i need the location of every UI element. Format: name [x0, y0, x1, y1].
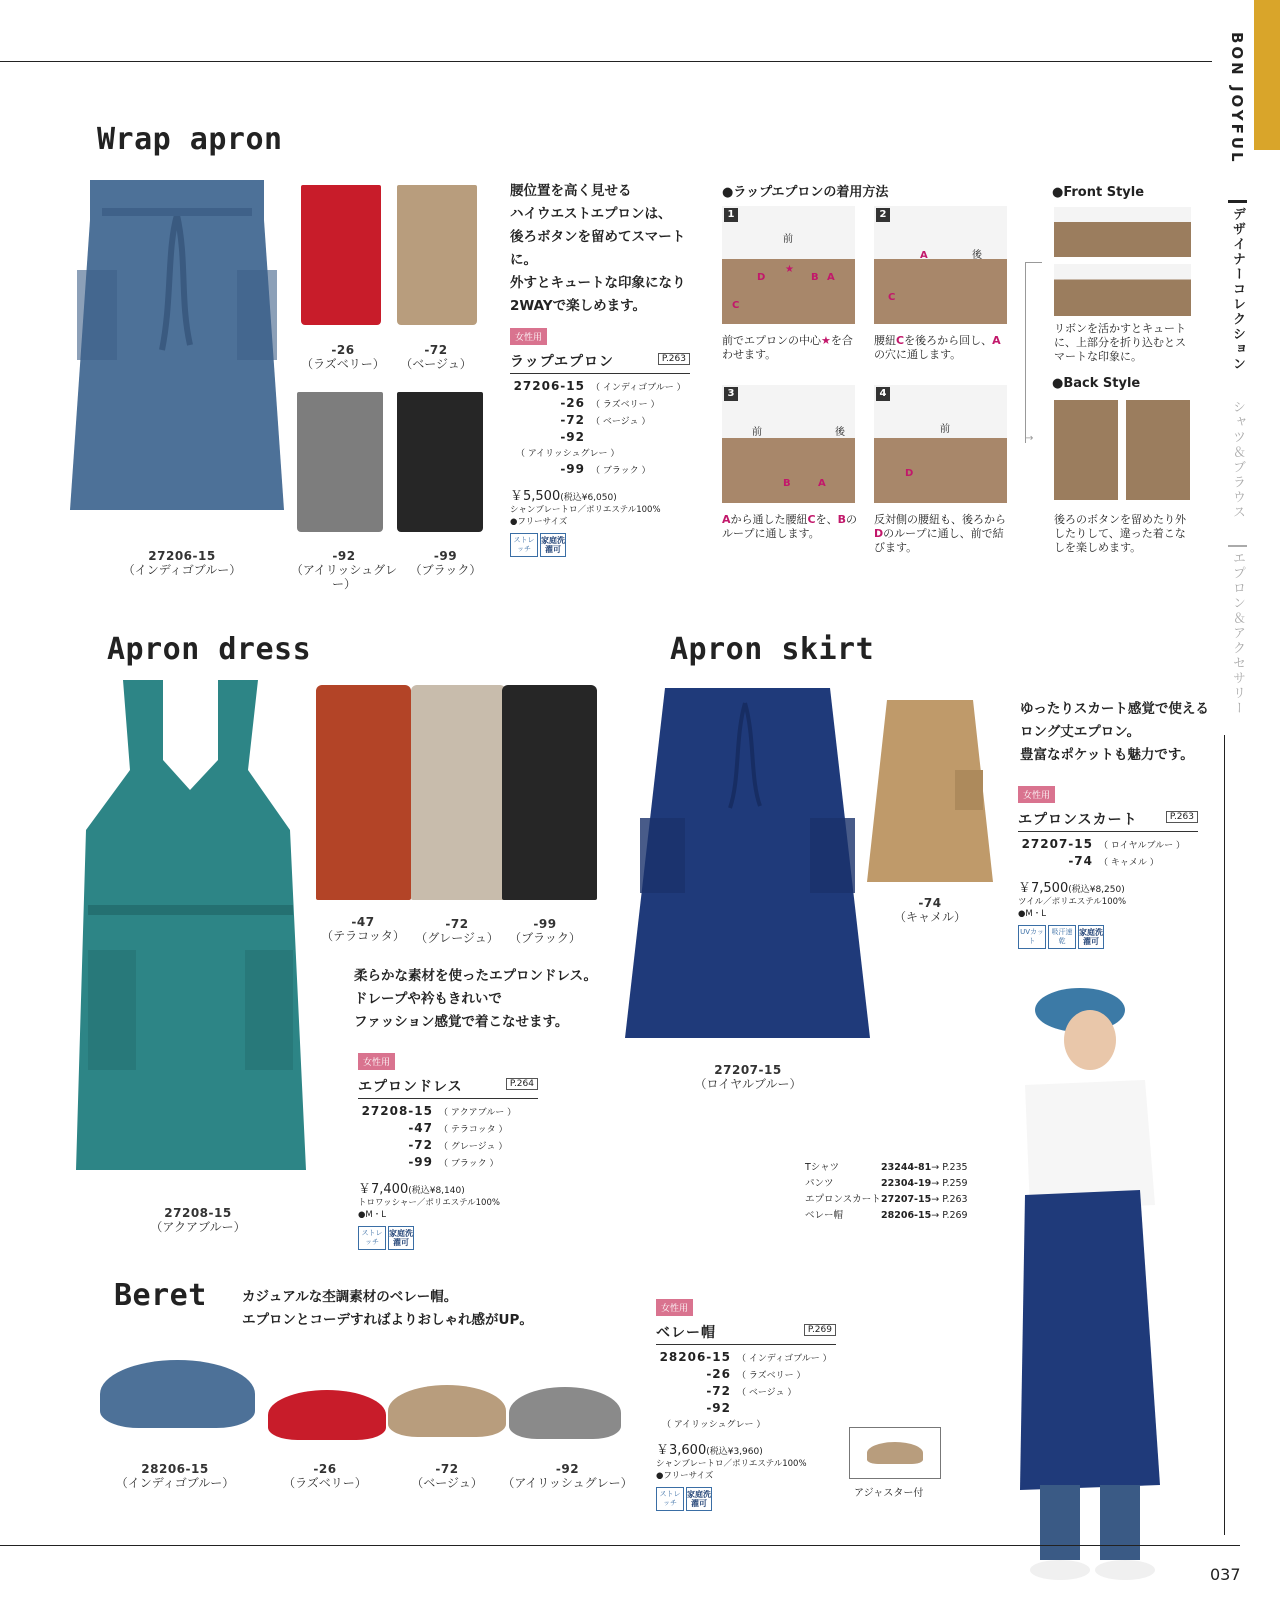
variant-code: -47 — [351, 915, 375, 929]
price-value: ￥5,500 — [510, 489, 561, 504]
price-value: ￥3,600 — [656, 1443, 707, 1458]
step-label: 後 — [972, 250, 982, 261]
caption-text: のループに通し、前で結びます。 — [874, 527, 1004, 554]
wrap-apron-lead — [510, 180, 710, 318]
lead-line: ゆったりスカート感覚で使える — [1020, 701, 1209, 717]
outfit-item: ベレー帽 — [805, 1210, 844, 1221]
price-value: ￥7,500 — [1018, 881, 1069, 896]
beret-spec — [656, 1296, 836, 1511]
color-line — [358, 1121, 538, 1138]
variant-code: -99 — [533, 917, 557, 931]
product-name: エプロンドレス — [358, 1079, 463, 1095]
line-color: （ アクアブルー ） — [439, 1108, 517, 1118]
caption-mark: C — [896, 334, 905, 347]
line-code: -26 — [560, 396, 585, 410]
line-color: （ ブラック ） — [439, 1159, 499, 1169]
outfit-ref[interactable]: → P.235 — [931, 1162, 968, 1173]
variant-code: -72 — [445, 917, 469, 931]
line-code: -26 — [706, 1367, 731, 1381]
front-style-title: ●Front Style — [1052, 185, 1145, 200]
line-color: （ アイリッシュグレー ） — [516, 449, 620, 459]
main-code: 27207-15 — [714, 1063, 782, 1077]
step-label: B — [783, 478, 791, 489]
adjuster-caption: アジャスター付 — [854, 1488, 924, 1499]
variant-code: -99 — [433, 549, 458, 563]
caption-text: 腰紐 — [874, 334, 896, 347]
variant-color: （ブラック） — [509, 931, 581, 945]
howto-step-3-caption — [722, 513, 857, 541]
variant-color: （グレージュ） — [415, 931, 499, 945]
outfit-code: 22304-19 — [881, 1178, 932, 1189]
lead-line: カジュアルな杢調素材のベレー帽。 — [242, 1289, 458, 1305]
color-line — [656, 1401, 836, 1433]
line-code: -92 — [560, 430, 585, 444]
line-color: （ ロイヤルブルー ） — [1099, 841, 1186, 851]
line-color: （ グレージュ ） — [439, 1142, 508, 1152]
page-ref[interactable]: P.269 — [804, 1324, 836, 1336]
color-code-list — [656, 1350, 836, 1433]
line-color: （ キャメル ） — [1099, 858, 1159, 868]
variant-color: （ラズベリー） — [283, 1476, 367, 1490]
section-title-apron-dress: Apron dress — [107, 632, 312, 667]
material: トロワッシャー／ポリエステル100% — [358, 1198, 500, 1208]
connector-line — [1025, 262, 1042, 443]
variant-color: （ラズベリー） — [301, 357, 385, 371]
line-code: 27206-15 — [513, 379, 585, 393]
line-code: -47 — [408, 1121, 433, 1135]
side-nav-item-shirts[interactable]: シャツ＆ブラウス — [1230, 400, 1245, 520]
price — [358, 1178, 538, 1197]
line-code: -72 — [560, 413, 585, 427]
line-code: -99 — [408, 1155, 433, 1169]
brand-name: BON JOYFUL — [1228, 32, 1246, 165]
home-wash-icon: 家庭洗濯可 — [388, 1226, 414, 1250]
line-code: -74 — [1068, 854, 1093, 868]
lead-line: 2WAYで楽しめます。 — [510, 298, 647, 314]
care-icons — [358, 1226, 538, 1250]
main-code: 27206-15 — [148, 549, 216, 563]
caption-text: を合わせます。 — [722, 334, 853, 361]
apron-skirt-royal-image — [620, 688, 875, 1043]
line-code: 27207-15 — [1021, 837, 1093, 851]
color-line — [1018, 854, 1198, 871]
apron-dress-black-image — [502, 685, 597, 900]
caption-mark: D — [874, 527, 884, 540]
step-label: C — [888, 292, 896, 303]
caption-text: から通した腰紐 — [730, 513, 808, 526]
apron-dress-terracotta-image — [316, 685, 411, 900]
caption-text: を後ろから回し、 — [904, 334, 993, 347]
page-ref[interactable]: P.263 — [1166, 811, 1198, 823]
dress-variant-72 — [412, 917, 502, 945]
outfit-item: Tシャツ — [805, 1162, 840, 1173]
beret-beige-image — [388, 1385, 506, 1437]
beret-grey-image — [509, 1387, 621, 1439]
wrap-apron-main-code — [92, 549, 272, 577]
front-style-image-2 — [1054, 264, 1191, 316]
howto-step-2-caption — [874, 334, 1009, 362]
adjuster-photo — [849, 1427, 941, 1479]
gender-tag: 女性用 — [510, 328, 547, 345]
stretch-icon: ストレッチ — [358, 1226, 386, 1250]
beret-variant-72 — [402, 1462, 492, 1490]
apron-dress-spec — [358, 1050, 538, 1250]
step-label: C — [732, 300, 740, 311]
outfit-code: 23244-81 — [881, 1162, 932, 1173]
caption-mark: A — [992, 334, 1001, 347]
uv-cut-icon: UVカット — [1018, 925, 1046, 949]
line-code: -92 — [706, 1401, 731, 1415]
wrap-apron-black-image — [397, 392, 483, 532]
step-label: 前 — [940, 424, 950, 435]
product-name: ベレー帽 — [656, 1325, 716, 1341]
main-color: （ロイヤルブルー） — [694, 1077, 802, 1091]
outfit-ref[interactable]: → P.259 — [931, 1178, 968, 1189]
line-code: 27208-15 — [361, 1104, 433, 1118]
home-wash-icon: 家庭洗濯可 — [1078, 925, 1104, 949]
product-name-row — [1018, 809, 1198, 832]
step-label: B — [811, 272, 819, 283]
care-icons — [656, 1487, 836, 1511]
outfit-row — [805, 1176, 1005, 1192]
arrow-icon: → — [1025, 433, 1034, 444]
lead-line: 柔らかな素材を使ったエプロンドレス。 — [354, 968, 597, 984]
outfit-ref[interactable]: → P.263 — [931, 1194, 968, 1205]
apron-dress-aqua-image — [68, 680, 313, 1185]
main-color: （アクアブルー） — [150, 1220, 246, 1234]
variant-code: -92 — [555, 1462, 580, 1476]
apron-skirt-main-code — [658, 1063, 838, 1091]
stretch-icon: ストレッチ — [510, 533, 538, 557]
color-code-list — [1018, 837, 1198, 871]
price-tax: (税込¥3,960) — [706, 1447, 763, 1457]
wrap-apron-indigo-image — [62, 180, 292, 530]
line-color: （ インディゴブルー ） — [737, 1354, 832, 1364]
outfit-row — [805, 1208, 1005, 1224]
wrap-apron-grey-image — [297, 392, 383, 532]
line-color: （ ベージュ ） — [737, 1388, 797, 1398]
header-rule — [0, 61, 1212, 62]
variant-code: -26 — [313, 1462, 337, 1476]
lead-line: 外すとキュートな印象になり — [510, 275, 686, 291]
dress-variant-47 — [318, 915, 408, 943]
main-color: （インディゴブルー） — [115, 1476, 235, 1490]
back-style-title: ●Back Style — [1052, 376, 1141, 391]
product-name-row — [510, 351, 690, 374]
line-color: （ インディゴブルー ） — [591, 383, 686, 393]
step-label: 前 — [783, 234, 793, 245]
section-title-wrap-apron: Wrap apron — [97, 122, 283, 157]
price-tax: (税込¥6,050) — [560, 493, 617, 503]
outfit-code: 28206-15 — [881, 1210, 932, 1221]
wrap-apron-spec — [510, 325, 690, 557]
howto-step-number: 3 — [724, 387, 738, 401]
howto-step-number: 2 — [876, 208, 890, 222]
product-name-row — [656, 1322, 836, 1345]
color-line — [358, 1155, 538, 1172]
step-label: ★ — [785, 264, 794, 275]
variant-color: （アイリッシュグレー） — [290, 563, 398, 591]
outfit-credit — [805, 1160, 1005, 1224]
size: ●フリーサイズ — [510, 517, 568, 527]
size: ●M・L — [1018, 909, 1046, 919]
color-line — [510, 396, 690, 413]
product-name: ラップエプロン — [510, 354, 615, 370]
wrap-variant-92 — [284, 549, 404, 591]
back-style-image-1 — [1054, 400, 1118, 500]
beret-lead — [242, 1286, 572, 1332]
price — [510, 485, 690, 504]
beret-indigo-image — [100, 1360, 255, 1428]
care-icons — [1018, 925, 1198, 949]
beret-variant-92 — [500, 1462, 635, 1490]
color-line — [656, 1384, 836, 1401]
variant-color: （ベージュ） — [400, 357, 472, 371]
dress-variant-99 — [500, 917, 590, 945]
gender-tag: 女性用 — [1018, 786, 1055, 803]
apron-skirt-camel-image — [865, 700, 995, 885]
line-color: （ ブラック ） — [591, 466, 651, 476]
beret-raspberry-image — [268, 1390, 386, 1440]
section-title-beret: Beret — [114, 1278, 207, 1313]
line-color: （ アイリッシュグレー ） — [662, 1420, 766, 1430]
page-ref[interactable]: P.264 — [506, 1078, 538, 1090]
lead-line: 後ろボタンを留めてスマートに。 — [510, 229, 686, 268]
howto-step-number: 4 — [876, 387, 890, 401]
lead-line: ハイウエストエプロンは、 — [510, 206, 672, 222]
caption-mark: C — [807, 513, 816, 526]
main-color: （インディゴブルー） — [122, 563, 242, 577]
price — [1018, 877, 1198, 896]
variant-color: （ブラック） — [409, 563, 482, 577]
wrap-variant-99 — [408, 549, 483, 577]
variant-code: -26 — [331, 343, 355, 357]
price-tax: (税込¥8,250) — [1068, 885, 1125, 895]
page-ref[interactable]: P.263 — [658, 353, 690, 365]
apron-skirt-spec — [1018, 783, 1198, 949]
apron-dress-lead — [354, 965, 624, 1034]
outfit-row — [805, 1160, 1005, 1176]
outfit-item: エプロンスカート — [805, 1194, 881, 1205]
caption-mark: ★ — [821, 334, 831, 347]
material: ツイル／ポリエステル100% — [1018, 897, 1127, 907]
gender-tag: 女性用 — [358, 1053, 395, 1070]
lead-line: ロング丈エプロン。 — [1020, 724, 1141, 740]
material: シャンブレートロ／ポリエステル100% — [656, 1459, 807, 1469]
material: シャンブレートロ／ポリエステル100% — [510, 505, 661, 515]
beret-main-code — [90, 1462, 260, 1490]
color-line — [358, 1138, 538, 1155]
lead-line: エプロンとコーデすればよりおしゃれ感がUP。 — [242, 1312, 533, 1328]
sweat-absorb-icon: 吸汗速乾 — [1048, 925, 1076, 949]
care-icons — [510, 533, 690, 557]
caption-mark: B — [837, 513, 846, 526]
color-line — [1018, 837, 1198, 854]
step-label: A — [920, 250, 928, 261]
variant-color: （ベージュ） — [411, 1476, 483, 1490]
color-line — [510, 430, 690, 462]
howto-step-1-caption — [722, 334, 857, 362]
side-nav-item-apron[interactable]: エプロン＆アクセサリー — [1228, 545, 1247, 716]
howto-step-4-caption — [874, 513, 1009, 555]
color-line — [510, 413, 690, 430]
color-line — [656, 1350, 836, 1367]
back-style-image-2 — [1126, 400, 1190, 500]
lead-line: 腰位置を高く見せる — [510, 183, 632, 199]
line-code: -99 — [560, 462, 585, 476]
lead-line: ドレープや衿もきれいで — [354, 991, 502, 1007]
line-code: -72 — [706, 1384, 731, 1398]
color-line — [510, 379, 690, 396]
wrap-apron-raspberry-image — [301, 185, 381, 325]
apron-dress-main-code — [108, 1206, 288, 1234]
outfit-ref[interactable]: → P.269 — [931, 1210, 968, 1221]
line-color: （ ベージュ ） — [591, 417, 651, 427]
home-wash-icon: 家庭洗濯可 — [686, 1487, 712, 1511]
beret-back-icon — [867, 1442, 923, 1464]
line-code: -72 — [408, 1138, 433, 1152]
lead-line: 豊富なポケットも魅力です。 — [1020, 747, 1194, 763]
apron-skirt-lead — [1020, 698, 1220, 767]
caption-text: 反対側の腰紐も、後ろから — [874, 513, 1006, 526]
line-color: （ テラコッタ ） — [439, 1125, 508, 1135]
howto-step-4-image — [874, 385, 1007, 503]
variant-color: （アイリッシュグレー） — [502, 1476, 633, 1490]
size: ●M・L — [358, 1210, 386, 1220]
step-label: 後 — [835, 427, 845, 438]
caption-text: のループに通します。 — [722, 513, 857, 540]
caption-mark: A — [722, 513, 731, 526]
wrap-variant-72 — [391, 343, 481, 371]
howto-step-2-image — [874, 206, 1007, 324]
step-label: A — [827, 272, 835, 283]
skirt-variant-74 — [885, 896, 975, 924]
howto-step-number: 1 — [724, 208, 738, 222]
stretch-icon: ストレッチ — [656, 1487, 684, 1511]
beret-variant-26 — [280, 1462, 370, 1490]
howto-title: ●ラップエプロンの着用方法 — [722, 185, 889, 200]
variant-code: -92 — [332, 549, 356, 563]
color-code-list — [358, 1104, 538, 1172]
side-nav-item-designer[interactable]: デザイナーコレクション — [1228, 200, 1247, 372]
back-style-caption: 後ろのボタンを留めたり外したりして、違った着こなしを楽しめます。 — [1054, 513, 1186, 554]
line-color: （ ラズベリー ） — [737, 1371, 806, 1381]
main-code: 28206-15 — [141, 1462, 209, 1476]
color-line — [510, 462, 690, 479]
lead-line: ファッション感覚で着こなせます。 — [354, 1014, 569, 1030]
step-label: D — [905, 468, 914, 479]
product-name: エプロンスカート — [1018, 812, 1138, 828]
outfit-item: パンツ — [805, 1178, 834, 1189]
outfit-code: 27207-15 — [881, 1194, 932, 1205]
size: ●フリーサイズ — [656, 1471, 714, 1481]
variant-code: -72 — [435, 1462, 459, 1476]
color-code-list — [510, 379, 690, 479]
step-label: A — [818, 478, 826, 489]
apron-dress-greige-image — [411, 685, 506, 900]
product-name-row — [358, 1076, 538, 1099]
color-line — [358, 1104, 538, 1121]
variant-color: （キャメル） — [893, 910, 966, 924]
wrap-variant-26 — [298, 343, 388, 371]
line-code: 28206-15 — [659, 1350, 731, 1364]
footer-rule — [0, 1545, 1240, 1546]
front-style-image-1 — [1054, 207, 1191, 257]
page-number: 037 — [1210, 1565, 1241, 1584]
variant-code: -72 — [424, 343, 448, 357]
variant-code: -74 — [918, 896, 942, 910]
line-color: （ ラズベリー ） — [591, 400, 660, 410]
color-line — [656, 1367, 836, 1384]
wrap-apron-beige-image — [397, 185, 477, 325]
step-label: D — [757, 272, 766, 283]
home-wash-icon: 家庭洗濯可 — [540, 533, 566, 557]
gender-tag: 女性用 — [656, 1299, 693, 1316]
front-style-caption: リボンを活かすとキュートに、上部分を折り込むとスマートな印象に。 — [1054, 322, 1186, 363]
price — [656, 1439, 836, 1458]
outfit-row — [805, 1192, 1005, 1208]
step-label: 前 — [752, 427, 762, 438]
price-tax: (税込¥8,140) — [408, 1186, 465, 1196]
caption-text: の穴に通します。 — [874, 348, 962, 361]
section-title-apron-skirt: Apron skirt — [670, 632, 875, 667]
price-value: ￥7,400 — [358, 1182, 409, 1197]
main-code: 27208-15 — [164, 1206, 232, 1220]
caption-text: 前でエプロンの中心 — [722, 334, 821, 347]
variant-color: （テラコッタ） — [321, 929, 405, 943]
model-photo — [990, 985, 1250, 1585]
caption-text: を、 — [815, 513, 838, 526]
brand-accent-bar — [1254, 0, 1280, 150]
